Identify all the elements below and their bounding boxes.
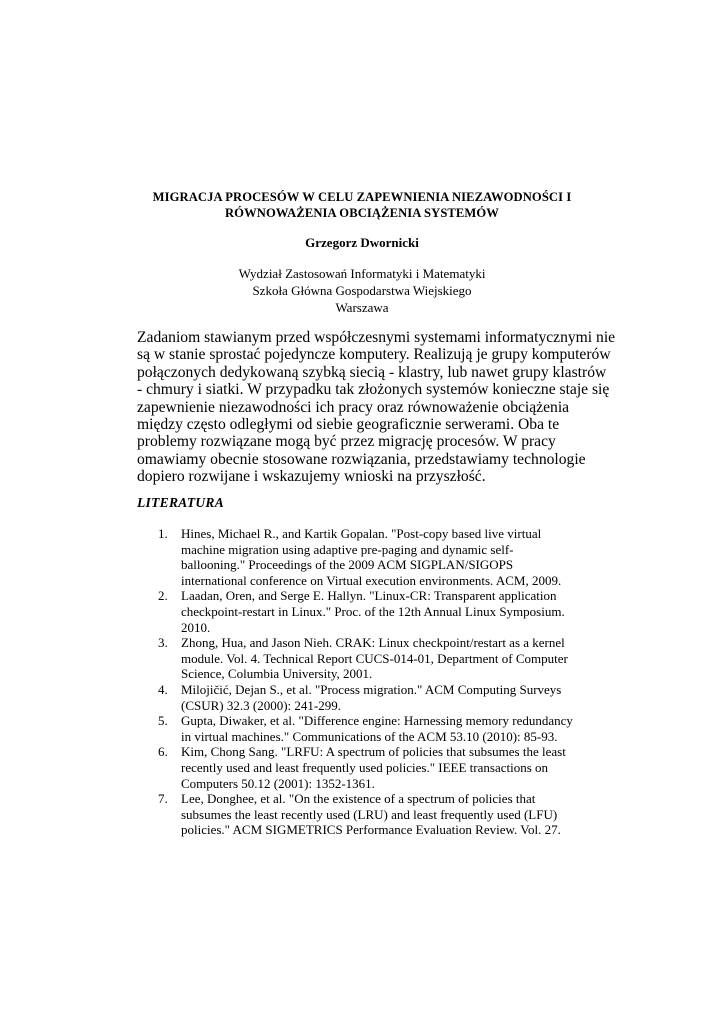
abstract-line: połączonych dedykowaną szybką siecią - klastry, lub nawet grupy klastrów (137, 363, 607, 381)
reference-item (150, 635, 600, 682)
reference-text-line: policies." ACM SIGMETRICS Performance Evaluation Review. Vol. 27. (181, 822, 561, 838)
abstract-line: między często odległymi od siebie geograficznie serwerami. Oba te (137, 416, 560, 434)
reference-number: 1. (158, 526, 168, 541)
paper-title-line-2: RÓWNOWAŻENIA OBCIĄŻENIA SYSTEMÓW (224, 206, 500, 220)
reference-text-line: in virtual machines." Communications of the ACM 53.10 (2010): 85-93. (181, 728, 558, 744)
reference-text-line: Zhong, Hua, and Jason Nieh. CRAK: Linux checkpoint/restart as a kernel (181, 635, 565, 651)
reference-text-line: Computers 50.12 (2001): 1352-1361. (181, 775, 375, 791)
reference-text-line: machine migration using adaptive pre-paging and dynamic self- (181, 541, 514, 557)
reference-number: 6. (158, 744, 168, 760)
author-name: Grzegorz Dwornicki (305, 235, 419, 250)
reference-text-line: checkpoint-restart in Linux." Proc. of the 12th Annual Linux Symposium. (181, 603, 565, 619)
abstract-line: omawiamy obecnie stosowane rozwiązania, przedstawiamy technologie (137, 450, 586, 468)
abstract-paragraph (137, 329, 616, 486)
affiliation-line-2: Szkoła Główna Gospodarstwa Wiejskiego (252, 283, 472, 298)
reference-number: 2. (158, 588, 168, 604)
reference-text-line: Kim, Chong Sang. "LRFU: A spectrum of policies that subsumes the least (181, 744, 566, 760)
reference-item (150, 588, 600, 635)
reference-text-line: Hines, Michael R., and Kartik Gopalan. "Post-copy based live virtual (181, 526, 542, 541)
author-affiliation (120, 265, 604, 316)
references-heading: LITERATURA (137, 495, 225, 510)
reference-text-line: ballooning." Proceedings of the 2009 ACM SIGPLAN/SIGOPS (181, 557, 514, 573)
affiliation-line-1: Wydział Zastosowań Informatyki i Matematyki (238, 266, 486, 281)
paper-title-line-1: MIGRACJA PROCESÓW W CELU ZAPEWNIENIA NIEZAWODNOŚCI I (152, 190, 572, 204)
reference-text-line: Science, Columbia University, 2001. (181, 666, 373, 682)
abstract-line: zapewnienie niezawodności ich pracy oraz równoważenie obciążenia (137, 398, 570, 416)
reference-item (150, 713, 600, 744)
reference-text-line: Gupta, Diwaker, et al. "Difference engine: Harnessing memory redundancy (181, 713, 573, 729)
abstract-line: problemy rozwiązane mogą być przez migrację procesów. W pracy (137, 433, 556, 451)
affiliation-line-3: Warszawa (335, 300, 389, 315)
reference-text-line: international conference on Virtual execution environments. ACM, 2009. (181, 572, 562, 588)
paper-title (120, 189, 604, 221)
reference-item (150, 791, 600, 838)
reference-item (150, 744, 600, 791)
reference-item (150, 682, 600, 713)
reference-text-line: (CSUR) 32.3 (2000): 241-299. (181, 697, 341, 713)
reference-text-line: module. Vol. 4. Technical Report CUCS-014-01, Department of Computer (181, 650, 568, 666)
reference-text-line: 2010. (181, 619, 211, 635)
abstract-line: są w stanie sprostać pojedyncze komputery. Realizują je grupy komputerów (137, 346, 611, 364)
reference-text-line: Milojičić, Dejan S., et al. "Process migration." ACM Computing Surveys (181, 681, 562, 697)
reference-number: 7. (158, 791, 168, 807)
reference-text-line: Laadan, Oren, and Serge E. Hallyn. "Linux-CR: Transparent application (181, 588, 557, 604)
reference-number: 4. (158, 681, 168, 697)
abstract-line: Zadaniom stawianym przed współczesnymi systemami informatycznymi nie (137, 329, 616, 346)
reference-text-line: recently used and least frequently used policies." IEEE transactions on (181, 759, 549, 775)
reference-item (150, 526, 600, 588)
reference-text-line: subsumes the least recently used (LRU) and least frequently used (LFU) (181, 806, 558, 822)
abstract-line: dopiero rozwijane i wskazujemy wnioski na przyszłość. (137, 468, 486, 486)
reference-number: 3. (158, 635, 168, 651)
abstract-line: - chmury i siatki. W przypadku tak złożonych systemów konieczne staje się (137, 381, 610, 399)
references-list (150, 526, 600, 838)
reference-text-line: Lee, Donghee, et al. "On the existence of a spectrum of policies that (181, 791, 536, 807)
reference-number: 5. (158, 713, 168, 729)
